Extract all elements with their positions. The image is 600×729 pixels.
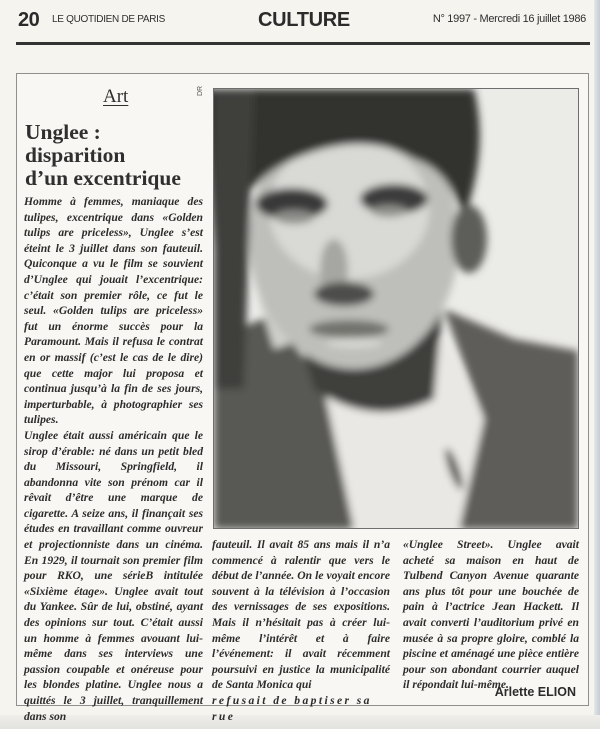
section-title: CULTURE xyxy=(258,9,350,31)
paragraph-4: «Unglee Street». Unglee avait acheté sa maison en haut de Tulbend Canyon Avenue quarante ans plus tôt pour une bouchée de pain à l’actrice Jean Hackett. Il avait converti l’auditorium privé en musée à sa propre gloire, comblé la piscine et aménagé une pièce entière pour son abondant courrier auquel il répondait lui-même. xyxy=(403,538,579,692)
article-column-1 xyxy=(24,194,203,724)
headline-line-3: d’un excentrique xyxy=(25,166,181,190)
author-signature: Arlette ELION xyxy=(494,685,576,699)
paragraph-3: fauteuil. Il avait 85 ans mais il n’a commencé à ralentir que vers le début de l’année. On le voyait encore souvent à la télévision à l’occasion des vernissages de ses expositions. Mais il n’hésitait pas à créer lui-même l’intérêt et à faire l’événement: il avait récemment poursuivi en justice la municipalité de Santa Monica qui xyxy=(212,538,390,692)
article-column-2 xyxy=(212,537,390,724)
page-edge xyxy=(594,0,600,729)
issue-date: N° 1997 - Mercredi 16 juillet 1986 xyxy=(432,13,586,25)
photo-credit: DR xyxy=(197,85,204,96)
paragraph-1: Homme à femmes, maniaque des tulipes, excentrique dans «Golden tulips are priceless», Unglee s’est éteint le 3 juillet dans son fauteuil. Quiconque a vu le film se souvient d’Unglee qui jouait l’excentrique: c’était son premier rôle, ce fut le seul. «Golden tulips are priceless» fut un énorme succès pour la Paramount. Mais il refusa le contrat en or massif (c’est le cas de le dire) que cette major lui proposa et continua jusqu’à la fin de ses jours, imperturbable, à photographier ses tulipes. xyxy=(24,195,203,427)
headline-line-1: Unglee : xyxy=(25,120,101,144)
article-kicker: Art xyxy=(103,86,129,107)
article-headline xyxy=(25,121,205,190)
headline-line-2: disparition xyxy=(25,143,126,167)
portrait-photo xyxy=(213,88,579,529)
header-rule xyxy=(16,42,590,45)
article-column-3 xyxy=(403,537,579,693)
publication-name: LE QUOTIDIEN DE PARIS xyxy=(52,14,165,25)
paragraph-2: Unglee était aussi américain que le sirop d’érable: né dans un petit bled du Missouri, Springfield, il abandonna vite son prénom car il rêvait d’être une marque de cigarette. A seize ans, il finançait ses études en travaillant comme ouvreur et projectionniste dans un cinéma. En 1929, il tournait son premier film pour RKO, une sérieB intitulée «Sixième étage». Unglee avait tout du Yankee. Sûr de lui, obstiné, ayant des opinions sur tout. C’était aussi un homme à femmes avouant lui-même dans ses interviews une passion coupable et onéreuse pour les blondes platine. Unglee nous a quittés le 3 juillet, tranquillement dans son xyxy=(24,428,203,723)
page-number: 20 xyxy=(18,9,40,31)
paragraph-3-last-line: refusait de baptiser sa rue xyxy=(212,693,372,723)
portrait-image xyxy=(214,89,578,528)
